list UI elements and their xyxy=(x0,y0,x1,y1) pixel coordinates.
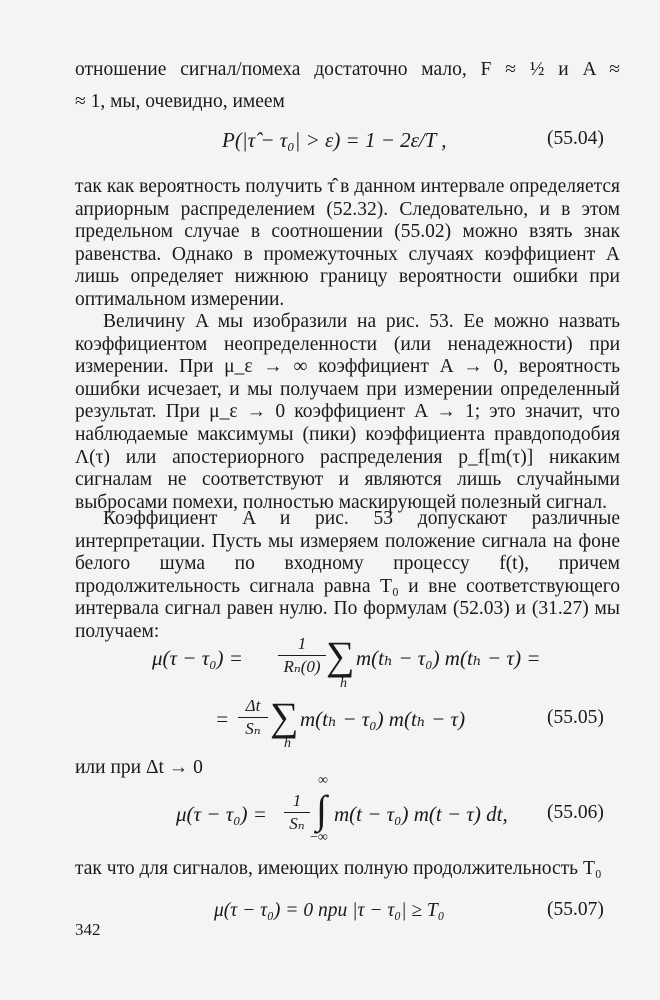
paragraph-3: Коэффициент A и рис. 53 допускают различные интерпретации. Пусть мы измеряем положение сигнала на фоне белого шума по входному процессу f(t), причем продолжительность сигнала равна T₀ и вне соответствующего интервала сигнал равен нулю. По формулам (52.03) и (31.27) мы получаем: xyxy=(75,508,620,642)
equation-55-06-lhs: μ(τ − τ₀) = xyxy=(176,802,267,826)
equation-number-55-07: (55.07) xyxy=(547,899,604,920)
summation-sign: ∑ xyxy=(270,694,299,739)
equation-55-05b-lhs: = xyxy=(215,707,230,731)
equation-55-05a-lhs: μ(τ − τ₀) = xyxy=(152,646,243,670)
integral-lower-limit: −∞ xyxy=(310,830,328,845)
fraction-bar xyxy=(284,812,310,813)
equation-55-06-fraction xyxy=(284,791,310,834)
fraction-bar xyxy=(238,717,268,718)
fraction-bar xyxy=(278,655,326,656)
fraction-numerator: 1 xyxy=(292,791,302,810)
paragraph-2: Величину A мы изобразили на рис. 53. Ее можно назвать коэффициентом неопределенности (или ненадежности) при измерении. При μ_ε → ∞ коэффициент A → 0, вероятность ошибки исчезает, и мы получаем при измерении определенный результат. При μ_ε → 0 коэффициент A → 1; это значит, что наблюдаемые максимумы (пики) коэффициента правдоподобия Λ(τ) или апостериорного распределения p_f[m(τ)] никаким сигналам не соответствуют и являются лишь случайными выбросами помехи, полностью маскирующей полезный сигнал. xyxy=(75,311,620,513)
fraction-denominator: Rₙ(0) xyxy=(283,657,321,676)
fraction-numerator: 1 xyxy=(297,634,307,653)
equation-55-05b-rhs: m(tₕ − τ₀) m(tₕ − τ) xyxy=(300,707,466,731)
equation-55-04: P(|τ̂ − τ₀| > ε) = 1 − 2ε/T , xyxy=(222,128,447,152)
integral-sign: ∫ xyxy=(316,787,327,832)
summation-index: h xyxy=(284,736,291,751)
integral-upper-limit: ∞ xyxy=(318,773,328,788)
text-line-1: отношение сигнал/помеха достаточно мало, F ≈ ½ и A ≈ xyxy=(75,59,620,80)
summation-sign: ∑ xyxy=(326,633,355,678)
fraction-numerator: Δt xyxy=(245,696,261,715)
equation-55-05a-fraction xyxy=(278,634,326,677)
equation-number-55-04: (55.04) xyxy=(547,128,604,149)
equation-55-07: μ(τ − τ₀) = 0 при |τ − τ₀| ≥ T₀ xyxy=(214,900,445,921)
equation-number-55-05: (55.05) xyxy=(547,707,604,728)
equation-55-05a-rhs: m(tₕ − τ₀) m(tₕ − τ) = xyxy=(356,646,541,670)
equation-55-05b-fraction xyxy=(238,696,268,739)
fraction-denominator: Sₙ xyxy=(245,719,261,738)
paragraph-1: так как вероятность получить τ̂ в данном интервале определяется априорным распределением (52.32). Следовательно, и в этом предельном случае в соотношении (55.02) можно взять знак равенства. Однако в промежуточных случаях коэффициент A лишь определяет нижнюю границу вероятности ошибки при оптимальном измерении. xyxy=(75,176,620,310)
equation-55-06-rhs: m(t − τ₀) m(t − τ) dt, xyxy=(334,802,508,826)
paragraph-4: так что для сигналов, имеющих полную продолжительность T₀ xyxy=(75,858,602,879)
fraction-denominator: Sₙ xyxy=(289,814,305,833)
summation-index: h xyxy=(340,676,347,691)
text-or-when: или при Δt → 0 xyxy=(75,757,203,778)
text-line-2: ≈ 1, мы, очевидно, имеем xyxy=(75,91,285,112)
equation-number-55-06: (55.06) xyxy=(547,802,604,823)
page-number: 342 xyxy=(75,920,101,939)
